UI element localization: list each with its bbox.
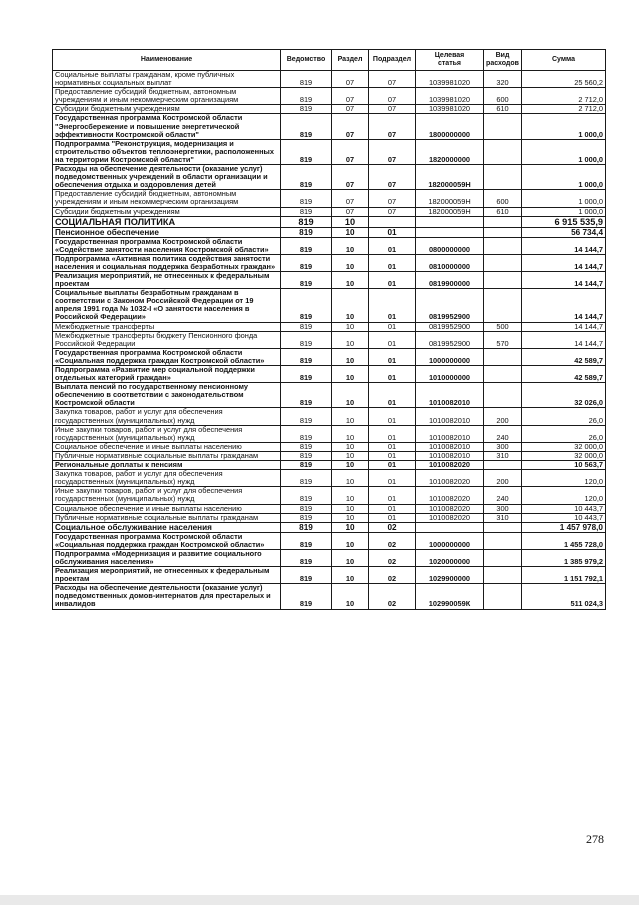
header-exp-line2: расходов — [486, 60, 519, 67]
row-sum: 26,0 — [522, 408, 606, 425]
table-row — [53, 289, 606, 322]
row-target: 1010082020 — [416, 461, 484, 470]
row-dept: 819 — [281, 408, 332, 425]
row-target: 1000000000 — [416, 348, 484, 365]
row-dept: 819 — [281, 383, 332, 408]
row-subsection: 01 — [369, 366, 416, 383]
row-sum: 120,0 — [522, 487, 606, 504]
row-exp-type: 300 — [484, 504, 522, 513]
row-exp-type: 600 — [484, 88, 522, 105]
row-subsection: 07 — [369, 105, 416, 114]
table-row — [53, 254, 606, 271]
row-sum: 42 589,7 — [522, 366, 606, 383]
row-section: 10 — [332, 470, 369, 487]
row-subsection: 07 — [369, 190, 416, 207]
row-dept: 819 — [281, 513, 332, 522]
row-exp-type: 610 — [484, 207, 522, 216]
row-name: Государственная программа Костромской области "Энергосбережение и повышение энергетической эффективности Костромской области" — [53, 114, 281, 139]
row-subsection: 01 — [369, 513, 416, 522]
row-sum: 1 000,0 — [522, 165, 606, 190]
row-dept: 819 — [281, 289, 332, 322]
row-sum: 42 589,7 — [522, 348, 606, 365]
row-dept: 819 — [281, 207, 332, 216]
table-header-row — [53, 50, 606, 71]
table-row — [53, 504, 606, 513]
row-name: Подпрограмма «Развитие мер социальной поддержки отдельных категорий граждан» — [53, 366, 281, 383]
row-section: 10 — [332, 522, 369, 532]
row-subsection: 01 — [369, 322, 416, 331]
row-name: Публичные нормативные социальные выплаты гражданам — [53, 513, 281, 522]
table-row — [53, 366, 606, 383]
row-dept: 819 — [281, 461, 332, 470]
row-dept: 819 — [281, 549, 332, 566]
row-name: Подпрограмма «Модернизация и развитие социального обслуживания населения» — [53, 549, 281, 566]
row-exp-type: 310 — [484, 513, 522, 522]
header-sum: Сумма — [522, 50, 606, 71]
row-subsection: 01 — [369, 348, 416, 365]
row-section: 10 — [332, 331, 369, 348]
row-name: Субсидии бюджетным учреждениям — [53, 207, 281, 216]
row-subsection: 07 — [369, 207, 416, 216]
row-subsection: 02 — [369, 549, 416, 566]
row-section: 10 — [332, 513, 369, 522]
row-section: 10 — [332, 348, 369, 365]
row-exp-type: 200 — [484, 408, 522, 425]
row-target: 0800000000 — [416, 237, 484, 254]
row-target: 1010082010 — [416, 442, 484, 451]
row-exp-type — [484, 348, 522, 365]
row-exp-type — [484, 549, 522, 566]
table-row — [53, 451, 606, 460]
row-exp-type: 310 — [484, 451, 522, 460]
row-exp-type — [484, 366, 522, 383]
row-section: 07 — [332, 190, 369, 207]
row-target: 102990059К — [416, 584, 484, 609]
row-sum: 1 000,0 — [522, 190, 606, 207]
row-sum: 25 560,2 — [522, 71, 606, 88]
row-sum: 14 144,7 — [522, 331, 606, 348]
row-dept: 819 — [281, 522, 332, 532]
row-exp-type — [484, 383, 522, 408]
row-target: 0819900000 — [416, 271, 484, 288]
table-row — [53, 425, 606, 442]
row-sum: 1 000,0 — [522, 114, 606, 139]
row-dept: 819 — [281, 237, 332, 254]
row-name: Выплата пенсий по государственному пенсионному обеспечению в соответствии с законодательством Костромской области — [53, 383, 281, 408]
row-sum: 10 443,7 — [522, 504, 606, 513]
row-section: 07 — [332, 71, 369, 88]
row-section: 10 — [332, 425, 369, 442]
row-dept: 819 — [281, 442, 332, 451]
row-section: 10 — [332, 366, 369, 383]
row-section: 10 — [332, 254, 369, 271]
row-exp-type — [484, 114, 522, 139]
header-exp-type — [484, 50, 522, 71]
row-target — [416, 216, 484, 227]
table-row — [53, 227, 606, 237]
row-sum: 56 734,4 — [522, 227, 606, 237]
row-target: 1010082010 — [416, 408, 484, 425]
row-section: 07 — [332, 207, 369, 216]
row-subsection: 02 — [369, 567, 416, 584]
row-subsection: 01 — [369, 331, 416, 348]
header-target-line2: статья — [437, 60, 462, 67]
table-row — [53, 461, 606, 470]
row-exp-type: 600 — [484, 190, 522, 207]
row-sum: 14 144,7 — [522, 322, 606, 331]
row-name: Государственная программа Костромской области «Содействие занятости населения Костромской области» — [53, 237, 281, 254]
row-name: Пенсионное обеспечение — [53, 227, 281, 237]
table-row — [53, 331, 606, 348]
row-exp-type — [484, 216, 522, 227]
row-sum: 14 144,7 — [522, 289, 606, 322]
table-row — [53, 470, 606, 487]
row-section: 10 — [332, 567, 369, 584]
row-dept: 819 — [281, 114, 332, 139]
row-exp-type: 320 — [484, 71, 522, 88]
row-section: 10 — [332, 504, 369, 513]
row-exp-type — [484, 522, 522, 532]
row-subsection: 01 — [369, 425, 416, 442]
row-section: 10 — [332, 216, 369, 227]
row-name: Закупка товаров, работ и услуг для обеспечения государственных (муниципальных) нужд — [53, 408, 281, 425]
row-target: 1039981020 — [416, 88, 484, 105]
row-section: 10 — [332, 237, 369, 254]
row-sum: 2 712,0 — [522, 88, 606, 105]
row-exp-type: 240 — [484, 425, 522, 442]
row-target: 0819952900 — [416, 331, 484, 348]
row-subsection: 01 — [369, 408, 416, 425]
row-subsection: 01 — [369, 254, 416, 271]
row-target: 1010082010 — [416, 383, 484, 408]
row-target: 0810000000 — [416, 254, 484, 271]
row-name: Социальные выплаты безработным гражданам в соответствии с Законом Российской Федерации от 19 апреля 1991 года № 1032-I «О занятости населения в Российской Федерации» — [53, 289, 281, 322]
row-subsection: 01 — [369, 470, 416, 487]
row-sum: 1 457 978,0 — [522, 522, 606, 532]
row-target — [416, 227, 484, 237]
row-exp-type — [484, 567, 522, 584]
row-target: 182000059Н — [416, 165, 484, 190]
table-row — [53, 522, 606, 532]
table-row — [53, 165, 606, 190]
row-dept: 819 — [281, 139, 332, 164]
row-name: Публичные нормативные социальные выплаты гражданам — [53, 451, 281, 460]
row-sum: 10 563,7 — [522, 461, 606, 470]
row-dept: 819 — [281, 190, 332, 207]
row-target: 1010000000 — [416, 366, 484, 383]
row-subsection: 07 — [369, 114, 416, 139]
row-exp-type — [484, 461, 522, 470]
row-target: 1010082010 — [416, 425, 484, 442]
table-row — [53, 348, 606, 365]
table-row — [53, 216, 606, 227]
row-dept: 819 — [281, 584, 332, 609]
table-row — [53, 139, 606, 164]
row-dept: 819 — [281, 105, 332, 114]
row-dept: 819 — [281, 532, 332, 549]
row-name: Социальные выплаты гражданам, кроме публичных нормативных социальных выплат — [53, 71, 281, 88]
row-dept: 819 — [281, 366, 332, 383]
table-row — [53, 408, 606, 425]
row-subsection: 07 — [369, 88, 416, 105]
row-name: Расходы на обеспечение деятельности (оказание услуг) подведомственных учреждений в области организации и обеспечения отдыха и оздоровления детей — [53, 165, 281, 190]
row-exp-type — [484, 237, 522, 254]
row-target: 182000059Н — [416, 207, 484, 216]
row-sum: 1 455 728,0 — [522, 532, 606, 549]
row-exp-type — [484, 584, 522, 609]
row-sum: 511 024,3 — [522, 584, 606, 609]
row-section: 10 — [332, 322, 369, 331]
row-name: Реализация мероприятий, не отнесенных к федеральным проектам — [53, 271, 281, 288]
row-subsection: 01 — [369, 504, 416, 513]
row-sum: 1 151 792,1 — [522, 567, 606, 584]
row-exp-type — [484, 165, 522, 190]
table-row — [53, 487, 606, 504]
header-subsection: Подраздел — [369, 50, 416, 71]
row-exp-type — [484, 289, 522, 322]
table-row — [53, 71, 606, 88]
row-subsection — [369, 216, 416, 227]
row-dept: 819 — [281, 487, 332, 504]
header-target-line1: Целевая — [434, 51, 465, 59]
row-dept: 819 — [281, 504, 332, 513]
row-section: 10 — [332, 549, 369, 566]
row-dept: 819 — [281, 348, 332, 365]
row-target: 0819952900 — [416, 289, 484, 322]
row-sum: 32 026,0 — [522, 383, 606, 408]
row-section: 10 — [332, 532, 369, 549]
table-row — [53, 237, 606, 254]
scan-bottom-edge — [0, 895, 639, 905]
row-target: 1010082020 — [416, 487, 484, 504]
header-exp-line1: Вид — [495, 51, 510, 59]
row-target: 1000000000 — [416, 532, 484, 549]
row-exp-type — [484, 532, 522, 549]
row-subsection: 07 — [369, 165, 416, 190]
row-name: Межбюджетные трансферты — [53, 322, 281, 331]
row-sum: 10 443,7 — [522, 513, 606, 522]
row-exp-type: 500 — [484, 322, 522, 331]
row-exp-type: 570 — [484, 331, 522, 348]
row-sum: 2 712,0 — [522, 105, 606, 114]
row-target: 1010082010 — [416, 451, 484, 460]
row-name: Предоставление субсидий бюджетным, автономным учреждениям и иным некоммерческим организациям — [53, 190, 281, 207]
row-sum: 1 000,0 — [522, 139, 606, 164]
row-subsection: 01 — [369, 461, 416, 470]
row-sum: 26,0 — [522, 425, 606, 442]
row-target: 1020000000 — [416, 549, 484, 566]
row-name: Межбюджетные трансферты бюджету Пенсионного фонда Российской Федерации — [53, 331, 281, 348]
budget-table — [52, 49, 606, 610]
row-section: 07 — [332, 139, 369, 164]
table-row — [53, 584, 606, 609]
row-exp-type — [484, 139, 522, 164]
header-dept: Ведомство — [281, 50, 332, 71]
row-section: 07 — [332, 114, 369, 139]
row-subsection: 01 — [369, 227, 416, 237]
row-section: 10 — [332, 461, 369, 470]
row-exp-type: 610 — [484, 105, 522, 114]
row-sum: 1 000,0 — [522, 207, 606, 216]
row-subsection: 07 — [369, 71, 416, 88]
row-dept: 819 — [281, 451, 332, 460]
row-subsection: 01 — [369, 487, 416, 504]
row-dept: 819 — [281, 425, 332, 442]
table-row — [53, 114, 606, 139]
row-dept: 819 — [281, 331, 332, 348]
row-target: 182000059Н — [416, 190, 484, 207]
row-dept: 819 — [281, 271, 332, 288]
table-body — [53, 71, 606, 610]
row-name: Реализация мероприятий, не отнесенных к федеральным проектам — [53, 567, 281, 584]
row-exp-type: 300 — [484, 442, 522, 451]
header-target — [416, 50, 484, 71]
row-name: Расходы на обеспечение деятельности (оказание услуг) подведомственных домов-интернатов для престарелых и инвалидов — [53, 584, 281, 609]
row-dept: 819 — [281, 216, 332, 227]
row-dept: 819 — [281, 470, 332, 487]
row-section: 07 — [332, 165, 369, 190]
row-dept: 819 — [281, 254, 332, 271]
table-row — [53, 271, 606, 288]
row-exp-type: 240 — [484, 487, 522, 504]
row-sum: 120,0 — [522, 470, 606, 487]
row-exp-type — [484, 227, 522, 237]
row-subsection: 01 — [369, 289, 416, 322]
row-target: 0819952900 — [416, 322, 484, 331]
row-name: Государственная программа Костромской области «Социальная поддержка граждан Костромской области» — [53, 348, 281, 365]
row-exp-type — [484, 271, 522, 288]
row-name: Предоставление субсидий бюджетным, автономным учреждениям и иным некоммерческим организациям — [53, 88, 281, 105]
row-section: 07 — [332, 88, 369, 105]
row-target: 1010082020 — [416, 470, 484, 487]
row-target: 1820000000 — [416, 139, 484, 164]
row-section: 10 — [332, 408, 369, 425]
row-target: 1010082020 — [416, 513, 484, 522]
row-exp-type: 200 — [484, 470, 522, 487]
row-section: 10 — [332, 289, 369, 322]
table-row — [53, 549, 606, 566]
row-target — [416, 522, 484, 532]
row-dept: 819 — [281, 322, 332, 331]
row-subsection: 01 — [369, 271, 416, 288]
row-section: 10 — [332, 451, 369, 460]
row-sum: 14 144,7 — [522, 237, 606, 254]
row-dept: 819 — [281, 227, 332, 237]
row-section: 10 — [332, 487, 369, 504]
table-row — [53, 513, 606, 522]
table-row — [53, 567, 606, 584]
row-name: Социальное обеспечение и иные выплаты населению — [53, 442, 281, 451]
row-name: Иные закупки товаров, работ и услуг для обеспечения государственных (муниципальных) нужд — [53, 487, 281, 504]
row-name: Государственная программа Костромской области «Социальная поддержка граждан Костромской области» — [53, 532, 281, 549]
row-name: Региональные доплаты к пенсиям — [53, 461, 281, 470]
row-sum: 32 000,0 — [522, 451, 606, 460]
row-name: Подпрограмма «Активная политика содействия занятости населения и социальная поддержка безработных граждан» — [53, 254, 281, 271]
row-exp-type — [484, 254, 522, 271]
row-subsection: 01 — [369, 237, 416, 254]
table-row — [53, 105, 606, 114]
row-section: 10 — [332, 584, 369, 609]
row-name: Подпрограмма "Реконструкция, модернизация и строительство объектов теплоэнергетики, расположенных на территории Костромской области" — [53, 139, 281, 164]
row-subsection: 01 — [369, 451, 416, 460]
row-dept: 819 — [281, 165, 332, 190]
row-sum: 6 915 535,9 — [522, 216, 606, 227]
row-name: Закупка товаров, работ и услуг для обеспечения государственных (муниципальных) нужд — [53, 470, 281, 487]
row-name: Социальное обеспечение и иные выплаты населению — [53, 504, 281, 513]
row-name: Субсидии бюджетным учреждениям — [53, 105, 281, 114]
table-row — [53, 190, 606, 207]
row-name: Социальное обслуживание населения — [53, 522, 281, 532]
row-sum: 32 000,0 — [522, 442, 606, 451]
row-subsection: 07 — [369, 139, 416, 164]
row-subsection: 02 — [369, 522, 416, 532]
row-target: 1039981020 — [416, 105, 484, 114]
row-subsection: 01 — [369, 442, 416, 451]
table-row — [53, 442, 606, 451]
row-section: 10 — [332, 271, 369, 288]
page-number: 278 — [586, 832, 604, 846]
header-name: Наименование — [53, 50, 281, 71]
table-row — [53, 322, 606, 331]
row-sum: 14 144,7 — [522, 254, 606, 271]
table-row — [53, 207, 606, 216]
row-dept: 819 — [281, 567, 332, 584]
row-dept: 819 — [281, 88, 332, 105]
header-section: Раздел — [332, 50, 369, 71]
row-section: 10 — [332, 227, 369, 237]
row-target: 1010082020 — [416, 504, 484, 513]
row-dept: 819 — [281, 71, 332, 88]
table-row — [53, 383, 606, 408]
row-subsection: 01 — [369, 383, 416, 408]
row-target: 1039981020 — [416, 71, 484, 88]
row-sum: 14 144,7 — [522, 271, 606, 288]
table-row — [53, 532, 606, 549]
row-subsection: 02 — [369, 584, 416, 609]
row-section: 10 — [332, 383, 369, 408]
row-section: 10 — [332, 442, 369, 451]
row-section: 07 — [332, 105, 369, 114]
row-name: СОЦИАЛЬНАЯ ПОЛИТИКА — [53, 216, 281, 227]
row-name: Иные закупки товаров, работ и услуг для обеспечения государственных (муниципальных) нужд — [53, 425, 281, 442]
row-subsection: 02 — [369, 532, 416, 549]
row-target: 1800000000 — [416, 114, 484, 139]
row-sum: 1 385 979,2 — [522, 549, 606, 566]
row-target: 1029900000 — [416, 567, 484, 584]
table-row — [53, 88, 606, 105]
